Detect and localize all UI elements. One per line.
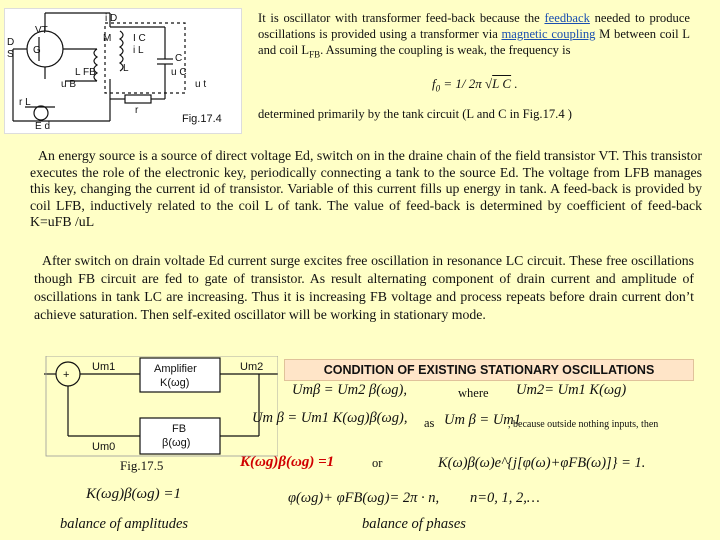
svg-text:L FB: L FB [75,67,96,78]
formula-f: f [432,76,436,91]
figure-2-caption: Fig.17.5 [120,458,164,473]
equation-product: Um β = Um1 K(ωg)β(ωg), [252,410,408,426]
paragraph-1-text: An energy source is a source of direct voltage Ed, switch on in the draine chain of the field transistor VT. This transistor executes the role of the electronic key, periodically connecting a tank to the source Ed. The voltage from LFB manages this key, changing the current id of transistor. Variable of this current fills up energy in tank. A feed-back is provided by coil LFB, inductively related to the coil L of tank. The value of feed-back is determined by coefficient of feed-back K=uFB /uL [30,148,702,230]
formula-pi: π [475,76,482,91]
equation-um-beta: Umβ = Um2 β(ωg), [292,382,408,398]
paragraph-2-text: After switch on drain voltade Ed current surge excites free oscillation in resonance LC circuit. These free oscillations though FB circuit are fed to gate of transistor. As result alternating component of drain current and amplitude of oscillations in tank LC are increasing. Thus it is increasing FB voltage and process repeats before drain current don’t achieve saturation. Then self-exited oscillator will be working in stationary mode. [34,253,694,322]
um0-label: Um0 [92,441,116,453]
complex-equation: K(ω)β(ω)e^{j[φ(ω)+φFB(ω)]} = 1. [438,455,646,471]
intro-paragraph [258,10,690,63]
intro-text-1: It is oscillator with transformer feed-back because the [258,11,545,25]
svg-text:M: M [103,33,112,44]
phase-balance-equation: φ(ωg)+ φFB(ωg)= 2π · n, [288,490,440,506]
svg-text:S: S [7,49,14,60]
formula-mid: = 1/ 2 [440,76,476,91]
svg-text:u B: u B [61,79,77,90]
condition-title: CONDITION OF EXISTING STATIONARY OSCILLATIONS [284,359,694,381]
n-values: n=0, 1, 2,… [470,490,540,506]
um1-label: Um1 [92,361,116,373]
um2-label: Um2 [240,361,264,373]
svg-text:u t: u t [195,79,207,90]
where-text: where [458,386,489,400]
svg-text:u C: u C [171,67,187,78]
intro-text-2: needed to produce oscillations is provided using a transformer via [258,11,690,41]
svg-text:C: C [175,53,183,64]
svg-text:E d: E d [35,121,51,132]
feedback-link[interactable]: feedback [544,11,590,25]
amplifier-title: Amplifier [154,363,197,375]
paragraph-switch-on [34,252,694,324]
fb-title: FB [172,423,187,435]
because-text: , because outside nothing inputs, then [508,419,659,430]
key-condition-equation: K(ωg)β(ωg) =1 [240,454,335,470]
amplitude-balance-label: balance of amplitudes [60,516,189,532]
intro-text-3: M between coil L and coil L [258,27,690,57]
svg-text:i L: i L [133,45,144,56]
phase-balance-label: balance of phases [362,516,466,532]
svg-text:L: L [123,63,129,74]
formula-sub: 0 [435,83,441,94]
svg-text:G: G [33,45,41,56]
svg-text:D: D [7,37,15,48]
magnetic-coupling-link[interactable]: magnetic coupling [501,27,596,41]
formula-end: . [511,76,518,91]
intro-text-4: . Assuming the coupling is weak, the frequency is [320,43,571,57]
equation-um2: Um2= Um1 K(ωg) [516,382,627,398]
frequency-formula: $f_0 = 1/$ 2π √L C . [432,76,518,94]
svg-text:VT: VT [35,25,48,36]
amplifier-gain: K(ωg) [160,377,190,389]
as-text: as [424,416,435,430]
fb-beta: β(ωg) [162,437,191,449]
formula-root: L C [492,76,512,91]
intro-sub-fb: FB [309,49,321,60]
paragraph-energy-source [30,148,702,231]
determined-text: determined primarily by the tank circuit (L and C in Fig.17.4 ) [258,107,572,121]
equation-um-beta-equals: Um β = Um1 [444,412,522,428]
svg-text:r L: r L [19,97,31,108]
svg-text:I C: I C [133,33,146,44]
figure-1-caption: Fig.17.4 [182,113,222,125]
svg-text:i D: i D [105,13,118,24]
amplitude-balance-equation: K(ωg)β(ωg) =1 [86,486,182,502]
or-text: or [372,456,383,470]
svg-text:r: r [135,105,139,116]
plus-sign: + [63,369,70,381]
